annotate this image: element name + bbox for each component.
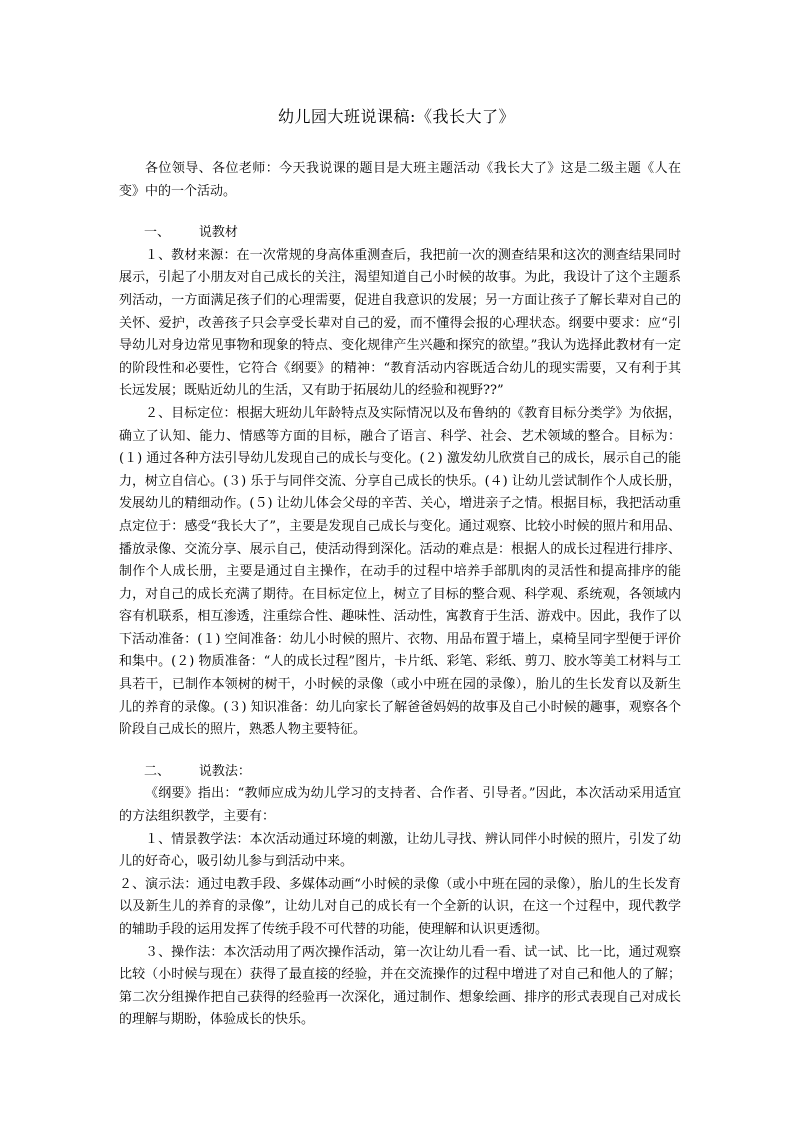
paragraph-operation-method: ３、操作法：本次活动用了两次操作活动，第一次让幼儿看一看、试一试、比一比，通过观察比较（小时候与现在）获得了最直接的经验，并在交流操作的过程中增进了对自己和他人的了解；第二次分组操作把自己获得的经验再一次深化，通过制作、想象绘画、排序的形式表现自己对成长的理解与期盼，体验成长的快乐。 [119, 944, 681, 1028]
paragraph-material-source: １、教材来源：在一次常规的身高体重测查后，我把前一次的测查结果和这次的测查结果同时展示，引起了小朋友对自己成长的关注，渴望知道自己小时候的故事。为此，我设计了这个主题系列活动，一方面满足孩子们的心理需要，促进自我意识的发展；另一方面让孩子了解长辈对自己的关怀、爱护，改善孩子只会享受长辈对自己的爱，而不懂得会报的心理状态。纲要中要求：应“引导幼儿对身边常见事物和现象的特点、变化规律产生兴趣和探究的欲望。”我认为选择此教材有一定的阶段性和必要性，它符合《纲要》的精神：“教育活动内容既适合幼儿的现实需要，又有利于其长远发展；既贴近幼儿的生活，又有助于拓展幼儿的经验和视野??” [119, 247, 681, 399]
document-title: 幼儿园大班说课稿:《我长大了》 [278, 107, 515, 126]
section-heading-teaching-method: 二、 说教法： [144, 763, 251, 779]
document-body [119, 158, 681, 1032]
spacer [119, 203, 681, 222]
paragraph-goal-positioning: ２、目标定位：根据大班幼儿年龄特点及实际情况以及布鲁纳的《教育目标分类学》为依据，确立了认知、能力、情感等方面的目标，融合了语言、科学、社会、艺术领域的整合。目标为：(１) 通过各种方法引导幼儿发现自己的成长与变化。(２) 激发幼儿欣赏自己的成长，展示自己的能力，树立自信心。(３) 乐于与同伴交流、分享自己成长的快乐。(４) 让幼儿尝试制作个人成长册，发展幼儿的精细动作。(５) 让幼儿体会父母的辛苦、关心，增进亲子之情。根据目标，我把活动重点定位于：感受“我长大了”，主要是发现自己成长与变化。通过观察、比较小时候的照片和用品、播放录像、交流分享、展示自己，使活动得到深化。活动的难点是：根据人的成长过程进行排序、制作个人成长册，主要是通过自主操作，在动手的过程中培养手部肌肉的灵活性和提高排序的能力，对自己的成长充满了期待。在目标定位上，树立了目标的整合观、科学观、系统观，各领域内容有机联系，相互渗透，注重综合性、趣味性、活动性，寓教育于生活、游戏中。因此，我作了以下活动准备：(１) 空间准备：幼儿小时候的照片、衣物、用品布置于墙上，桌椅呈同字型便于评价和集中。(２) 物质准备：“人的成长过程”图片，卡片纸、彩笔、彩纸、剪刀、胶水等美工材料与工具若干，已制作本领树的树干，小时候的录像（或小中班在园的录像），胎儿的生长发育以及新生儿的养育的录像。(３) 知识准备：幼儿向家长了解爸爸妈妈的故事及自己小时候的趣事，观察各个阶段自己成长的照片，熟悉人物主要特征。 [119, 405, 681, 738]
section-heading-teaching-material: 一、 说教材 [144, 225, 238, 241]
intro-paragraph: 各位领导、各位老师：今天我说课的题目是大班主题活动《我长大了》这是二级主题《人在变》中的一个活动。 [119, 161, 681, 199]
spacer [119, 742, 681, 761]
paragraph-guideline-quote: 《纲要》指出：“教师应成为幼儿学习的支持者、合作者、引导者。”因此，本次活动采用适宜的方法组织教学，主要有： [119, 786, 681, 825]
paragraph-scenario-method: １、情景教学法：本次活动通过环境的刺激，让幼儿寻找、辨认同伴小时候的照片，引发了幼儿的好奇心，吸引幼儿参与到活动中来。 [119, 831, 681, 870]
paragraph-demonstration-method: ２、演示法：通过电教手段、多媒体动画“小时候的录像（或小中班在园的录像），胎儿的生长发育以及新生儿的养育的录像”，让幼儿对自己的成长有一个全新的认识，在这一个过程中，现代教学的辅助手段的运用发挥了传统手段不可代替的功能，使理解和认识更透彻。 [119, 876, 681, 937]
